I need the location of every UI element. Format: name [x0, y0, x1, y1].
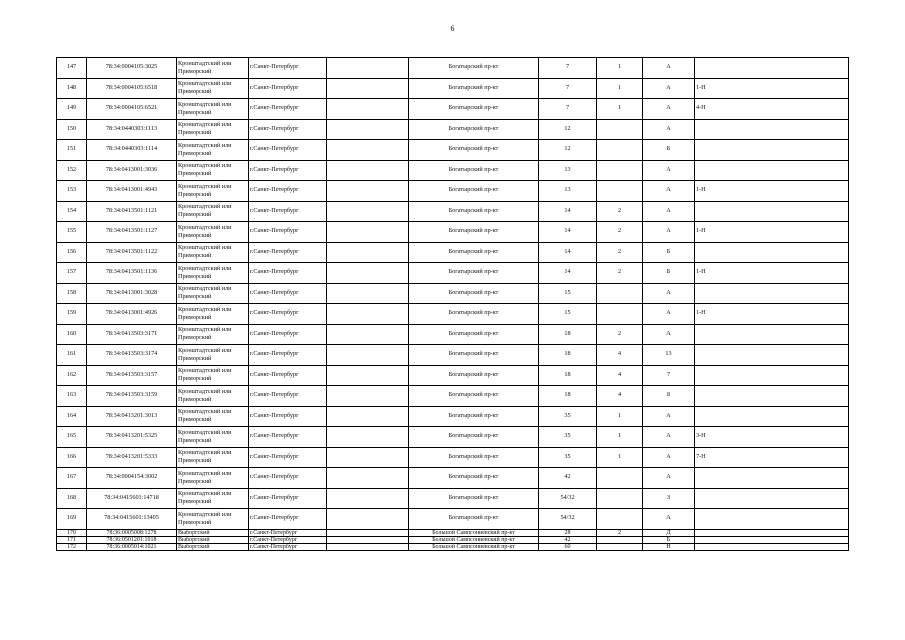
cadastral-number-cell: 78:34:0440303:1113: [87, 119, 177, 140]
house-number-cell: 12: [539, 119, 597, 140]
table-row: [57, 509, 849, 530]
letter-cell: А: [643, 99, 695, 120]
cadastral-number-cell: 78:34:0413503:3174: [87, 345, 177, 366]
house-number-cell: 35: [539, 447, 597, 468]
cadastral-number-cell: 78:34:0413201:5333: [87, 447, 177, 468]
room-cell: [695, 488, 849, 509]
cadastral-number-cell: 78:34:0004154:3002: [87, 468, 177, 489]
room-cell: [695, 509, 849, 530]
table-row: [57, 140, 849, 161]
house-number-cell: 7: [539, 99, 597, 120]
row-number-cell: 169: [57, 509, 87, 530]
empty-cell: [327, 386, 409, 407]
row-number-cell: 149: [57, 99, 87, 120]
empty-cell: [327, 447, 409, 468]
city-cell: г.Санкт-Петербург: [249, 181, 327, 202]
city-cell: г.Санкт-Петербург: [249, 345, 327, 366]
district-cell: Кронштадтский или Приморский: [177, 324, 249, 345]
city-cell: г.Санкт-Петербург: [249, 201, 327, 222]
house-number-cell: 54/32: [539, 509, 597, 530]
house-number-cell: 7: [539, 78, 597, 99]
street-cell: Богатырский пр-кт: [409, 324, 539, 345]
building-number-cell: 2: [597, 222, 643, 243]
empty-cell: [327, 529, 409, 536]
room-cell: 4-Н: [695, 99, 849, 120]
house-number-cell: 18: [539, 345, 597, 366]
letter-cell: А: [643, 447, 695, 468]
empty-cell: [327, 58, 409, 79]
empty-cell: [327, 283, 409, 304]
letter-cell: А: [643, 58, 695, 79]
empty-cell: [327, 509, 409, 530]
building-number-cell: 1: [597, 447, 643, 468]
row-number-cell: 165: [57, 427, 87, 448]
district-cell: Кронштадтский или Приморский: [177, 406, 249, 427]
building-number-cell: 2: [597, 242, 643, 263]
street-cell: Богатырский пр-кт: [409, 447, 539, 468]
row-number-cell: 160: [57, 324, 87, 345]
empty-cell: [327, 468, 409, 489]
city-cell: г.Санкт-Петербург: [249, 406, 327, 427]
table-row: [57, 201, 849, 222]
district-cell: Кронштадтский или Приморский: [177, 283, 249, 304]
district-cell: Выборгский: [177, 529, 249, 536]
cadastral-number-cell: 78:34:0415601:13405: [87, 509, 177, 530]
house-number-cell: 54/32: [539, 488, 597, 509]
district-cell: Выборгский: [177, 543, 249, 550]
letter-cell: 13: [643, 345, 695, 366]
letter-cell: А: [643, 468, 695, 489]
building-number-cell: [597, 119, 643, 140]
house-number-cell: 14: [539, 222, 597, 243]
city-cell: г.Санкт-Петербург: [249, 304, 327, 325]
house-number-cell: 28: [539, 529, 597, 536]
city-cell: г.Санкт-Петербург: [249, 119, 327, 140]
house-number-cell: 7: [539, 58, 597, 79]
street-cell: Богатырский пр-кт: [409, 160, 539, 181]
table-row: [57, 99, 849, 120]
district-cell: Кронштадтский или Приморский: [177, 201, 249, 222]
row-number-cell: 161: [57, 345, 87, 366]
empty-cell: [327, 99, 409, 120]
letter-cell: 7: [643, 365, 695, 386]
cadastral-number-cell: 78:34:0413001:4943: [87, 181, 177, 202]
cadastral-number-cell: 78:34:0413501:1127: [87, 222, 177, 243]
street-cell: Богатырский пр-кт: [409, 427, 539, 448]
row-number-cell: 163: [57, 386, 87, 407]
cadastral-number-cell: 78:34:0415601:14718: [87, 488, 177, 509]
street-cell: Богатырский пр-кт: [409, 386, 539, 407]
table-row: [57, 427, 849, 448]
row-number-cell: 170: [57, 529, 87, 536]
letter-cell: А: [643, 304, 695, 325]
cadastral-number-cell: 78:34:0413201:5325: [87, 427, 177, 448]
empty-cell: [327, 427, 409, 448]
empty-cell: [327, 345, 409, 366]
house-number-cell: 14: [539, 201, 597, 222]
street-cell: Богатырский пр-кт: [409, 78, 539, 99]
street-cell: Богатырский пр-кт: [409, 140, 539, 161]
city-cell: г.Санкт-Петербург: [249, 99, 327, 120]
room-cell: 1-Н: [695, 263, 849, 284]
letter-cell: А: [643, 406, 695, 427]
table-row: [57, 468, 849, 489]
building-number-cell: [597, 536, 643, 543]
street-cell: Богатырский пр-кт: [409, 365, 539, 386]
letter-cell: А: [643, 509, 695, 530]
building-number-cell: [597, 543, 643, 550]
building-number-cell: [597, 181, 643, 202]
empty-cell: [327, 119, 409, 140]
house-number-cell: 14: [539, 263, 597, 284]
table-row: [57, 447, 849, 468]
table-row: [57, 181, 849, 202]
building-number-cell: 4: [597, 365, 643, 386]
row-number-cell: 157: [57, 263, 87, 284]
district-cell: Кронштадтский или Приморский: [177, 447, 249, 468]
city-cell: г.Санкт-Петербург: [249, 263, 327, 284]
cadastral-number-cell: 78:34:0413001:4926: [87, 304, 177, 325]
house-number-cell: 15: [539, 283, 597, 304]
cadastral-number-cell: 78:36:0005008:1278: [87, 529, 177, 536]
city-cell: г.Санкт-Петербург: [249, 160, 327, 181]
room-cell: [695, 160, 849, 181]
cadastral-number-cell: 78:34:0413501:1136: [87, 263, 177, 284]
building-number-cell: 4: [597, 386, 643, 407]
house-number-cell: 35: [539, 427, 597, 448]
table-row: [57, 283, 849, 304]
room-cell: [695, 140, 849, 161]
house-number-cell: 12: [539, 140, 597, 161]
cadastral-number-cell: 78:34:0004105:3025: [87, 58, 177, 79]
empty-cell: [327, 536, 409, 543]
letter-cell: А: [643, 324, 695, 345]
district-cell: Кронштадтский или Приморский: [177, 365, 249, 386]
house-number-cell: 15: [539, 304, 597, 325]
cadastral-number-cell: 78:34:0413503:3159: [87, 386, 177, 407]
house-number-cell: 42: [539, 468, 597, 489]
table-body: [57, 58, 849, 551]
city-cell: г.Санкт-Петербург: [249, 58, 327, 79]
district-cell: Кронштадтский или Приморский: [177, 304, 249, 325]
district-cell: Кронштадтский или Приморский: [177, 181, 249, 202]
cadastral-number-cell: 78:36:0005014:1021: [87, 543, 177, 550]
row-number-cell: 164: [57, 406, 87, 427]
city-cell: г.Санкт-Петербург: [249, 543, 327, 550]
city-cell: г.Санкт-Петербург: [249, 140, 327, 161]
street-cell: Богатырский пр-кт: [409, 201, 539, 222]
letter-cell: Б: [643, 263, 695, 284]
table-row: [57, 386, 849, 407]
empty-cell: [327, 406, 409, 427]
district-cell: Кронштадтский или Приморский: [177, 468, 249, 489]
street-cell: Большой Сампсониевский пр-кт: [409, 529, 539, 536]
cadastral-number-cell: 78:34:0413503:3157: [87, 365, 177, 386]
district-cell: Кронштадтский или Приморский: [177, 509, 249, 530]
building-number-cell: [597, 140, 643, 161]
city-cell: г.Санкт-Петербург: [249, 447, 327, 468]
letter-cell: А: [643, 181, 695, 202]
district-cell: Кронштадтский или Приморский: [177, 427, 249, 448]
table-row: [57, 58, 849, 79]
room-cell: [695, 324, 849, 345]
room-cell: [695, 283, 849, 304]
letter-cell: А: [643, 201, 695, 222]
row-number-cell: 151: [57, 140, 87, 161]
cadastral-number-cell: 78:34:0413501:1121: [87, 201, 177, 222]
room-cell: 1-Н: [695, 222, 849, 243]
cadastral-number-cell: 78:34:0413501:1122: [87, 242, 177, 263]
table-row: [57, 263, 849, 284]
room-cell: [695, 365, 849, 386]
letter-cell: Д: [643, 529, 695, 536]
room-cell: [695, 536, 849, 543]
row-number-cell: 155: [57, 222, 87, 243]
empty-cell: [327, 160, 409, 181]
letter-cell: А: [643, 119, 695, 140]
row-number-cell: 154: [57, 201, 87, 222]
table-row: [57, 406, 849, 427]
row-number-cell: 158: [57, 283, 87, 304]
cadastral-number-cell: 78:34:0004105:6518: [87, 78, 177, 99]
street-cell: Богатырский пр-кт: [409, 58, 539, 79]
empty-cell: [327, 181, 409, 202]
row-number-cell: 167: [57, 468, 87, 489]
empty-cell: [327, 543, 409, 550]
district-cell: Кронштадтский или Приморский: [177, 222, 249, 243]
empty-cell: [327, 304, 409, 325]
city-cell: г.Санкт-Петербург: [249, 529, 327, 536]
building-number-cell: 2: [597, 263, 643, 284]
row-number-cell: 153: [57, 181, 87, 202]
letter-cell: Б: [643, 242, 695, 263]
room-cell: [695, 468, 849, 489]
building-number-cell: 2: [597, 529, 643, 536]
building-number-cell: 1: [597, 406, 643, 427]
city-cell: г.Санкт-Петербург: [249, 324, 327, 345]
city-cell: г.Санкт-Петербург: [249, 242, 327, 263]
street-cell: Богатырский пр-кт: [409, 488, 539, 509]
cadastral-number-cell: 78:34:0413503:3171: [87, 324, 177, 345]
row-number-cell: 150: [57, 119, 87, 140]
table-row: [57, 222, 849, 243]
city-cell: г.Санкт-Петербург: [249, 427, 327, 448]
room-cell: 7-Н: [695, 447, 849, 468]
empty-cell: [327, 78, 409, 99]
room-cell: 1-Н: [695, 304, 849, 325]
empty-cell: [327, 222, 409, 243]
empty-cell: [327, 201, 409, 222]
cadastral-number-cell: 78:34:0413201:3013: [87, 406, 177, 427]
room-cell: [695, 529, 849, 536]
street-cell: Большой Сампсониевский пр-кт: [409, 536, 539, 543]
house-number-cell: 14: [539, 242, 597, 263]
table-row: [57, 160, 849, 181]
table-row: [57, 119, 849, 140]
table-row: [57, 488, 849, 509]
table-row: [57, 536, 849, 543]
cadastral-number-cell: 78:36:0501201:1018: [87, 536, 177, 543]
row-number-cell: 171: [57, 536, 87, 543]
row-number-cell: 166: [57, 447, 87, 468]
city-cell: г.Санкт-Петербург: [249, 536, 327, 543]
building-number-cell: 2: [597, 324, 643, 345]
street-cell: Богатырский пр-кт: [409, 345, 539, 366]
table-row: [57, 324, 849, 345]
building-number-cell: [597, 304, 643, 325]
empty-cell: [327, 488, 409, 509]
building-number-cell: 4: [597, 345, 643, 366]
room-cell: [695, 543, 849, 550]
letter-cell: Н: [643, 543, 695, 550]
empty-cell: [327, 263, 409, 284]
district-cell: Кронштадтский или Приморский: [177, 160, 249, 181]
district-cell: Кронштадтский или Приморский: [177, 140, 249, 161]
cadastral-number-cell: 78:34:0413001:3036: [87, 160, 177, 181]
street-cell: Богатырский пр-кт: [409, 468, 539, 489]
street-cell: Богатырский пр-кт: [409, 222, 539, 243]
address-table: [56, 57, 849, 551]
row-number-cell: 147: [57, 58, 87, 79]
house-number-cell: 18: [539, 386, 597, 407]
street-cell: Богатырский пр-кт: [409, 99, 539, 120]
table-row: [57, 345, 849, 366]
letter-cell: А: [643, 427, 695, 448]
district-cell: Выборгский: [177, 536, 249, 543]
room-cell: 1-Н: [695, 78, 849, 99]
street-cell: Богатырский пр-кт: [409, 181, 539, 202]
page-number: 6: [450, 24, 455, 33]
room-cell: [695, 201, 849, 222]
room-cell: [695, 58, 849, 79]
building-number-cell: 2: [597, 201, 643, 222]
building-number-cell: 1: [597, 78, 643, 99]
district-cell: Кронштадтский или Приморский: [177, 99, 249, 120]
room-cell: [695, 386, 849, 407]
city-cell: г.Санкт-Петербург: [249, 386, 327, 407]
empty-cell: [327, 324, 409, 345]
building-number-cell: 1: [597, 99, 643, 120]
letter-cell: А: [643, 78, 695, 99]
building-number-cell: 1: [597, 427, 643, 448]
cadastral-number-cell: 78:34:0413001:3028: [87, 283, 177, 304]
room-cell: [695, 119, 849, 140]
row-number-cell: 148: [57, 78, 87, 99]
room-cell: [695, 406, 849, 427]
building-number-cell: [597, 488, 643, 509]
table-row: [57, 242, 849, 263]
row-number-cell: 152: [57, 160, 87, 181]
table-row: [57, 543, 849, 550]
city-cell: г.Санкт-Петербург: [249, 509, 327, 530]
building-number-cell: [597, 283, 643, 304]
letter-cell: А: [643, 222, 695, 243]
street-cell: Большой Сампсониевский пр-кт: [409, 543, 539, 550]
cadastral-number-cell: 78:34:0004105:6521: [87, 99, 177, 120]
house-number-cell: 18: [539, 365, 597, 386]
row-number-cell: 156: [57, 242, 87, 263]
house-number-cell: 13: [539, 160, 597, 181]
letter-cell: Б: [643, 140, 695, 161]
room-cell: 3-Н: [695, 427, 849, 448]
table-row: [57, 529, 849, 536]
empty-cell: [327, 365, 409, 386]
letter-cell: А: [643, 160, 695, 181]
building-number-cell: [597, 509, 643, 530]
house-number-cell: 35: [539, 406, 597, 427]
empty-cell: [327, 140, 409, 161]
street-cell: Богатырский пр-кт: [409, 283, 539, 304]
cadastral-number-cell: 78:34:0440303:1114: [87, 140, 177, 161]
letter-cell: 8: [643, 386, 695, 407]
row-number-cell: 168: [57, 488, 87, 509]
district-cell: Кронштадтский или Приморский: [177, 119, 249, 140]
district-cell: Кронштадтский или Приморский: [177, 242, 249, 263]
district-cell: Кронштадтский или Приморский: [177, 386, 249, 407]
row-number-cell: 162: [57, 365, 87, 386]
row-number-cell: 159: [57, 304, 87, 325]
room-cell: [695, 242, 849, 263]
city-cell: г.Санкт-Петербург: [249, 365, 327, 386]
district-cell: Кронштадтский или Приморский: [177, 78, 249, 99]
row-number-cell: 172: [57, 543, 87, 550]
room-cell: 1-Н: [695, 181, 849, 202]
district-cell: Кронштадтский или Приморский: [177, 58, 249, 79]
street-cell: Богатырский пр-кт: [409, 304, 539, 325]
street-cell: Богатырский пр-кт: [409, 119, 539, 140]
street-cell: Богатырский пр-кт: [409, 263, 539, 284]
district-cell: Кронштадтский или Приморский: [177, 263, 249, 284]
building-number-cell: 1: [597, 58, 643, 79]
street-cell: Богатырский пр-кт: [409, 406, 539, 427]
city-cell: г.Санкт-Петербург: [249, 488, 327, 509]
district-cell: Кронштадтский или Приморский: [177, 488, 249, 509]
building-number-cell: [597, 160, 643, 181]
table-row: [57, 304, 849, 325]
city-cell: г.Санкт-Петербург: [249, 78, 327, 99]
city-cell: г.Санкт-Петербург: [249, 283, 327, 304]
empty-cell: [327, 242, 409, 263]
city-cell: г.Санкт-Петербург: [249, 222, 327, 243]
letter-cell: Б: [643, 536, 695, 543]
house-number-cell: 13: [539, 181, 597, 202]
table-row: [57, 365, 849, 386]
room-cell: [695, 345, 849, 366]
letter-cell: А: [643, 283, 695, 304]
house-number-cell: 42: [539, 536, 597, 543]
table-row: [57, 78, 849, 99]
letter-cell: З: [643, 488, 695, 509]
district-cell: Кронштадтский или Приморский: [177, 345, 249, 366]
street-cell: Богатырский пр-кт: [409, 509, 539, 530]
house-number-cell: 60: [539, 543, 597, 550]
house-number-cell: 18: [539, 324, 597, 345]
building-number-cell: [597, 468, 643, 489]
city-cell: г.Санкт-Петербург: [249, 468, 327, 489]
street-cell: Богатырский пр-кт: [409, 242, 539, 263]
